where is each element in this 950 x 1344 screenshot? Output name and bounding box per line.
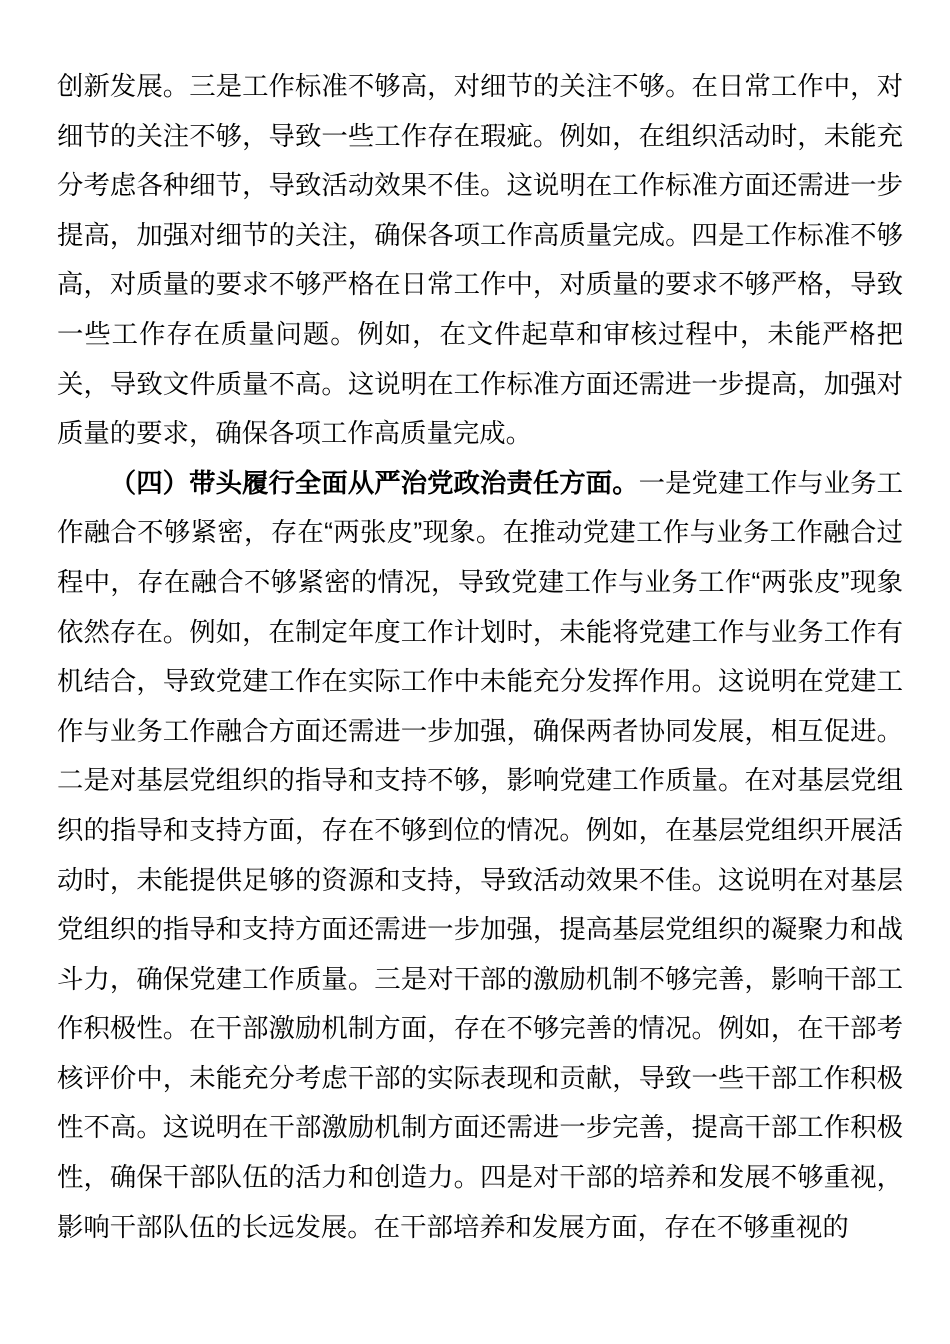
paragraph	[57, 459, 903, 1253]
document-body	[57, 62, 903, 1252]
paragraph-heading-segment: （四）带头履行全面从严治党政治责任方面。	[109, 467, 639, 498]
paragraph-text-segment: 创新发展。三是工作标准不够高，对细节的关注不够。在日常工作中，对细节的关注不够，导致一些工作存在瑕疵。例如，在组织活动时，未能充分考虑各种细节，导致活动效果不佳。这说明在工作标准方面还需进一步提高，加强对细节的关注，确保各项工作高质量完成。四是工作标准不够高，对质量的要求不够严格在日常工作中，对质量的要求不够严格，导致一些工作存在质量问题。例如，在文件起草和审核过程中，未能严格把关，导致文件质量不高。这说明在工作标准方面还需进一步提高，加强对质量的要求，确保各项工作高质量完成。	[57, 71, 903, 449]
paragraph	[57, 62, 903, 459]
paragraph-text-segment: 一是党建工作与业务工作融合不够紧密，存在“两张皮”现象。在推动党建工作与业务工作融合过程中，存在融合不够紧密的情况，导致党建工作与业务工作“两张皮”现象依然存在。例如，在制定年度工作计划时，未能将党建工作与业务工作有机结合，导致党建工作在实际工作中未能充分发挥作用。这说明在党建工作与业务工作融合方面还需进一步加强，确保两者协同发展，相互促进。二是对基层党组织的指导和支持不够，影响党建工作质量。在对基层党组织的指导和支持方面，存在不够到位的情况。例如，在基层党组织开展活动时，未能提供足够的资源和支持，导致活动效果不佳。这说明在对基层党组织的指导和支持方面还需进一步加强，提高基层党组织的凝聚力和战斗力，确保党建工作质量。三是对干部的激励机制不够完善，影响干部工作积极性。在干部激励机制方面，存在不够完善的情况。例如，在干部考核评价中，未能充分考虑干部的实际表现和贡献，导致一些干部工作积极性不高。这说明在干部激励机制方面还需进一步完善，提高干部工作积极性，确保干部队伍的活力和创造力。四是对干部的培养和发展不够重视，影响干部队伍的长远发展。在干部培养和发展方面，存在不够重视的	[57, 467, 904, 1242]
